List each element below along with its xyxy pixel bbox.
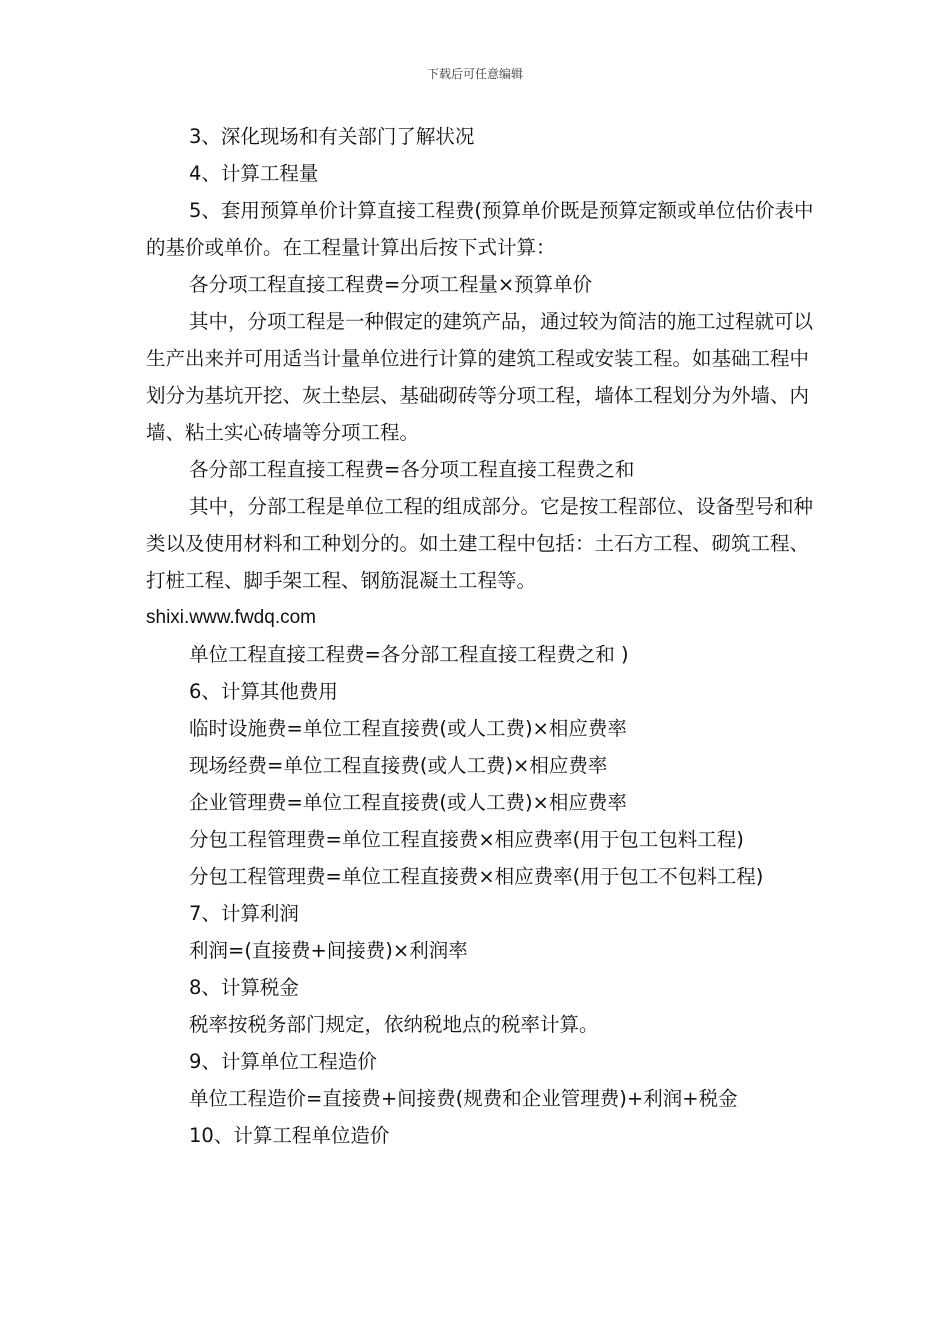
- step-6-heading: 6、计算其他费用: [189, 680, 338, 703]
- division-definition-paragraph: 其中，分部工程是单位工程的组成部分。它是按工程部位、设备型号和种类以及使用材料和工种划分的。如土建工程中包括：土石方工程、砌筑工程、打桩工程、脚手架工程、钢筋混凝土工程等。: [146, 495, 814, 592]
- step-10-heading: 10、计算工程单位造价: [189, 1124, 390, 1147]
- page-header: 下载后可任意编辑: [426, 67, 523, 81]
- formula-enterprise-management: 企业管理费=单位工程直接费(或人工费)×相应费率: [189, 791, 627, 814]
- formula-subitem-cost: 各分项工程直接工程费=分项工程量×预算单价: [189, 273, 593, 296]
- formula-unit-cost: 单位工程直接工程费=各分部工程直接工程费之和 ): [189, 643, 629, 666]
- step-3-heading: 3、深化现场和有关部门了解状况: [189, 125, 475, 148]
- step-8-heading: 8、计算税金: [189, 976, 299, 999]
- formula-temporary-facilities: 临时设施费=单位工程直接费(或人工费)×相应费率: [189, 717, 627, 740]
- step-5-paragraph: 5、套用预算单价计算直接工程费(预算单价既是预算定额或单位估价表中的基价或单价。在工程量计算出后按下式计算：: [146, 199, 814, 259]
- step-7-heading: 7、计算利润: [189, 902, 299, 925]
- formula-site-expenses: 现场经费=单位工程直接费(或人工费)×相应费率: [189, 754, 608, 777]
- formula-unit-project-cost: 单位工程造价=直接费+间接费(规费和企业管理费)+利润+税金: [189, 1087, 738, 1110]
- formula-subcontract-management-2: 分包工程管理费=单位工程直接费×相应费率(用于包工不包料工程): [189, 865, 764, 888]
- formula-division-cost: 各分部工程直接工程费=各分项工程直接工程费之和: [189, 458, 635, 481]
- step-9-heading: 9、计算单位工程造价: [189, 1050, 377, 1073]
- formula-profit: 利润=(直接费+间接费)×利润率: [189, 939, 468, 962]
- subitem-definition-paragraph: 其中，分项工程是一种假定的建筑产品，通过较为简洁的施工过程就可以生产出来并可用适当计量单位进行计算的建筑工程或安装工程。如基础工程中划分为基坑开挖、灰土垫层、基础砌砖等分项工程，墙体工程划分为外墙、内墙、粘土实心砖墙等分项工程。: [146, 310, 814, 444]
- document-body: [146, 118, 818, 1154]
- tax-rate-text: 税率按税务部门规定，依纳税地点的税率计算。: [189, 1013, 599, 1036]
- step-4-heading: 4、计算工程量: [189, 162, 319, 185]
- formula-subcontract-management-1: 分包工程管理费=单位工程直接费×相应费率(用于包工包料工程): [189, 828, 744, 851]
- watermark-url-text: shixi.www.fwdq.com: [146, 607, 316, 628]
